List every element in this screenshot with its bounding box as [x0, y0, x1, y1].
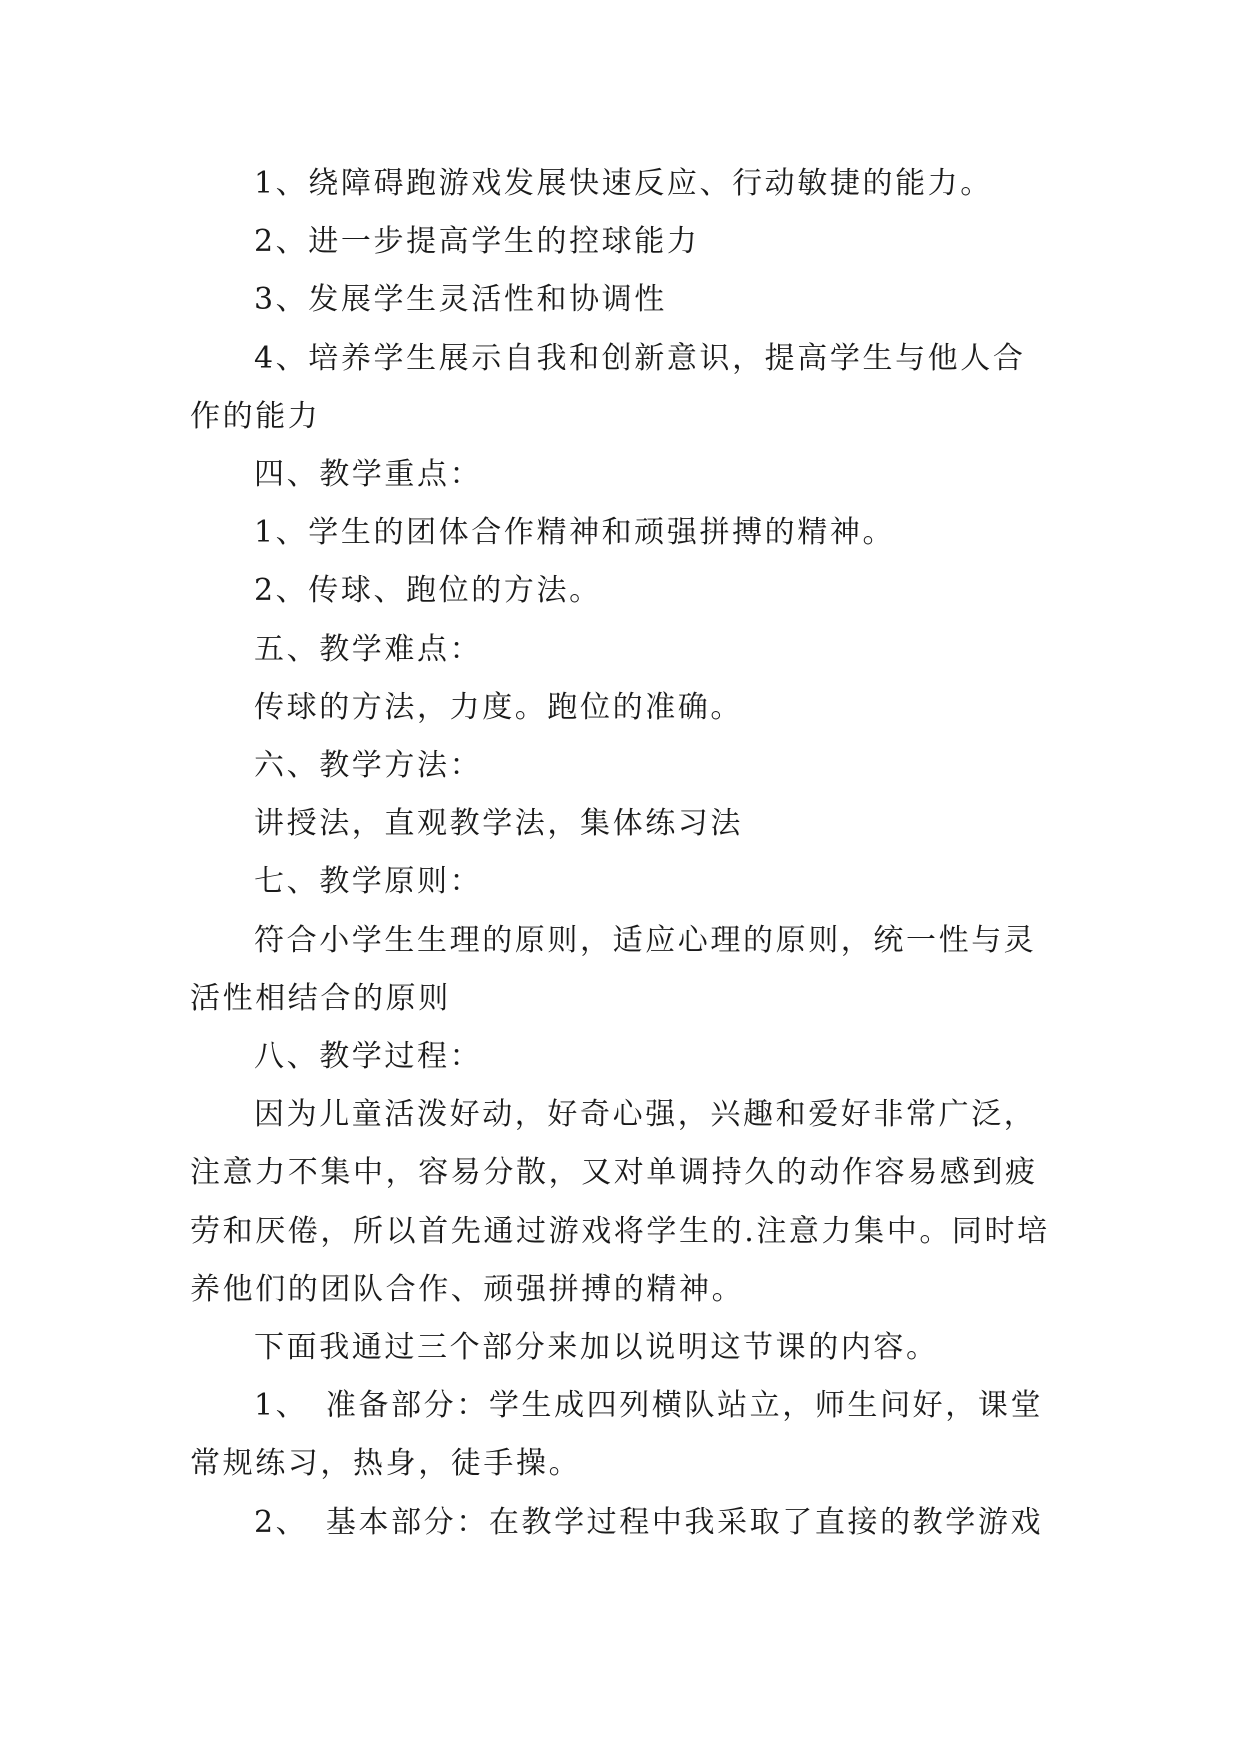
paragraph: 4、培养学生展示自我和创新意识，提高学生与他人合作的能力 — [190, 340, 1026, 434]
document-body — [190, 155, 1050, 1552]
paragraph: 1、 准备部分：学生成四列横队站立，师生问好，课堂常规练习，热身，徒手操。 — [190, 1388, 1044, 1482]
paragraph: 1、学生的团体合作精神和顽强拼搏的精神。 — [254, 515, 896, 551]
paragraph: 2、进一步提高学生的控球能力 — [254, 224, 700, 260]
section-heading: 五、教学难点： — [254, 631, 483, 667]
paragraph: 1、绕障碍跑游戏发展快速反应、行动敏捷的能力。 — [254, 166, 993, 201]
paragraph: 传球的方法，力度。跑位的准确。 — [254, 689, 743, 725]
section-heading: 八、教学过程： — [254, 1039, 483, 1075]
paragraph: 3、发展学生灵活性和协调性 — [254, 282, 667, 318]
paragraph: 讲授法，直观教学法，集体练习法 — [254, 806, 743, 842]
paragraph: 2、传球、跑位的方法。 — [254, 573, 602, 609]
section-heading: 七、教学原则： — [254, 864, 483, 900]
paragraph: 2、 基本部分：在教学过程中我采取了直接的教学游戏 — [254, 1504, 1044, 1540]
paragraph: 符合小学生生理的原则，适应心理的原则，统一性与灵活性相结合的原则 — [190, 922, 1037, 1016]
section-heading: 六、教学方法： — [254, 748, 483, 784]
paragraph: 下面我通过三个部分来加以说明这节课的内容。 — [254, 1330, 939, 1366]
section-heading: 四、教学重点： — [254, 457, 483, 493]
paragraph: 因为儿童活泼好动，好奇心强，兴趣和爱好非常广泛，注意力不集中，容易分散，又对单调持久的动作容易感到疲劳和厌倦，所以首先通过游戏将学生的.注意力集中。同时培养他们的团队合作、顽强拼搏的精神。 — [190, 1097, 1050, 1307]
